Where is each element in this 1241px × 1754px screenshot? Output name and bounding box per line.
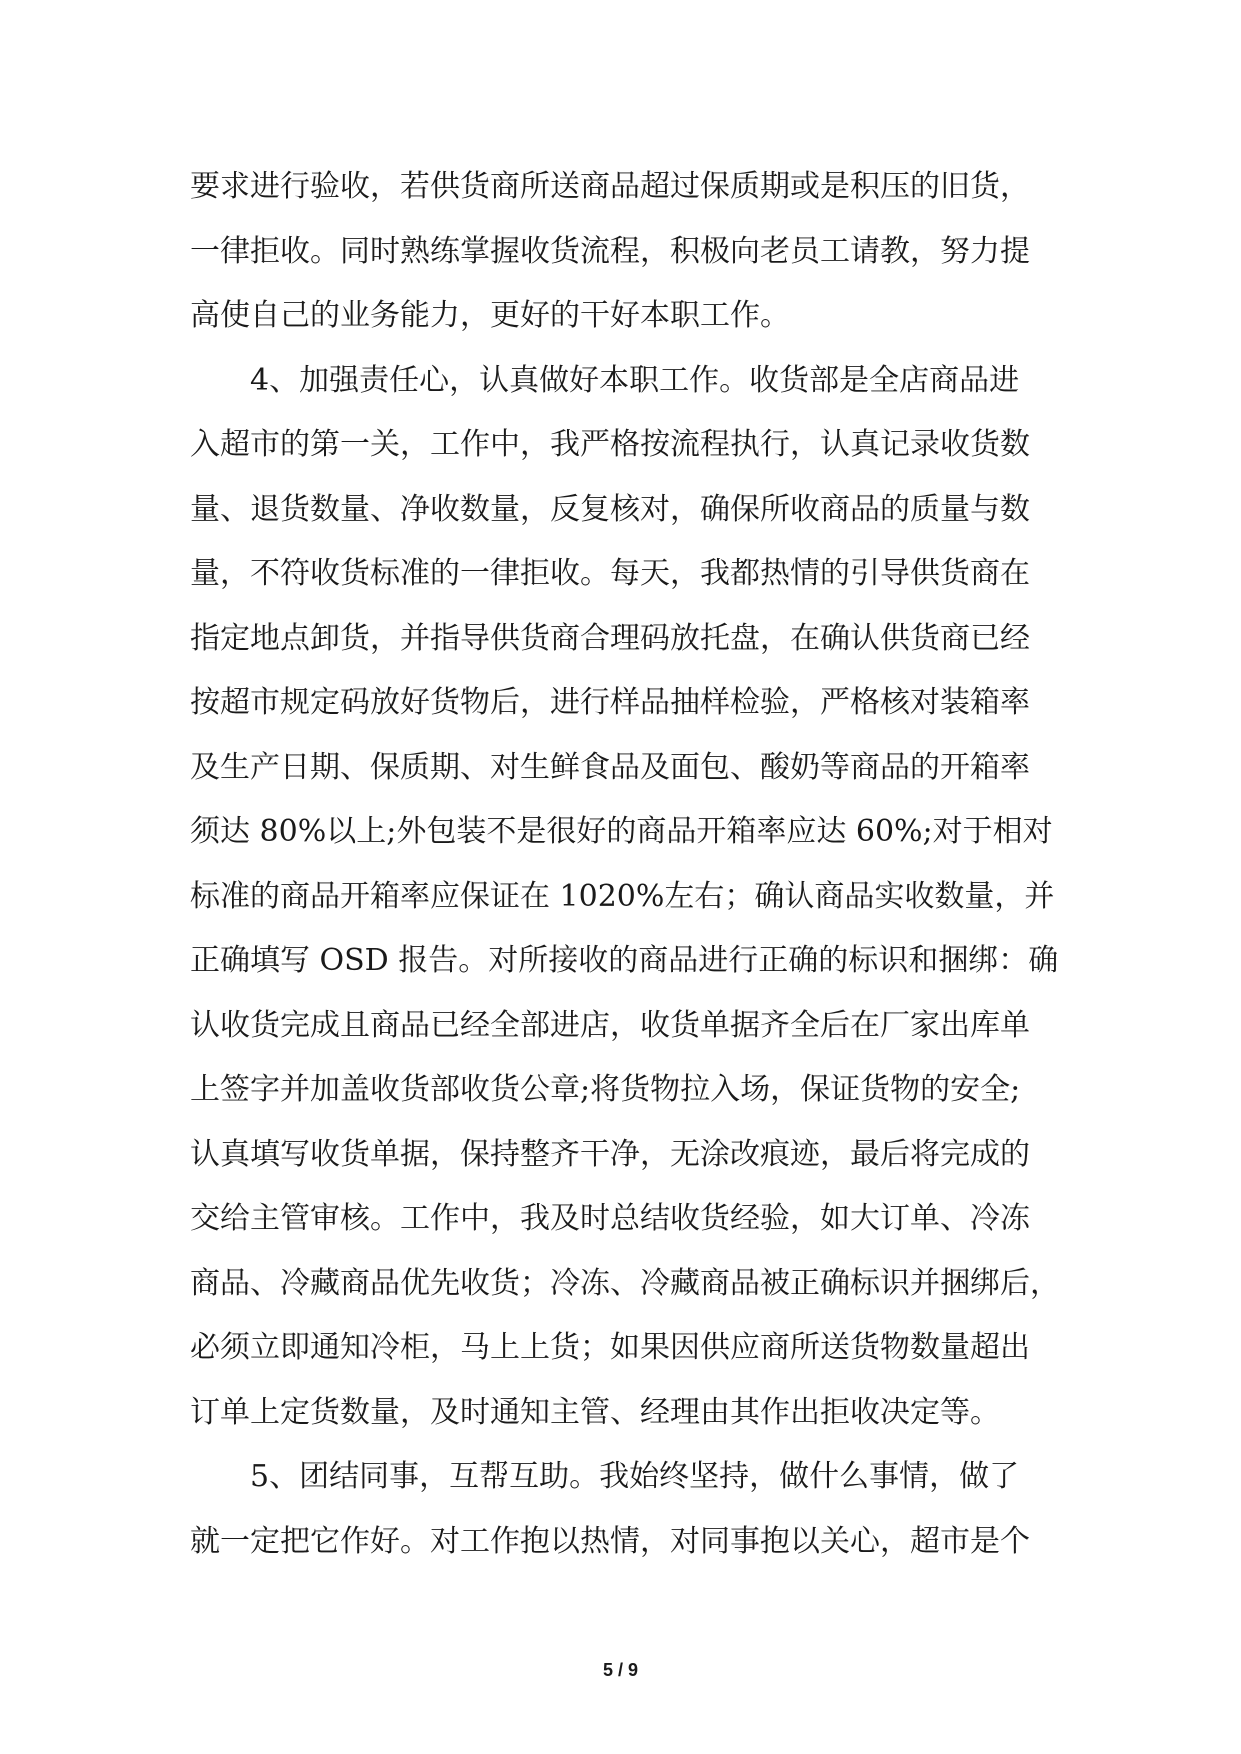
text-line: 标准的商品开箱率应保证在 1020%左右；确认商品实收数量，并 <box>190 878 1055 914</box>
text-line: 交给主管审核。工作中，我及时总结收货经验，如大订单、冷冻 <box>190 1201 1030 1236</box>
text-line: 要求进行验收，若供货商所送商品超过保质期或是积压的旧货， <box>190 169 1030 204</box>
text-line: 认收货完成且商品已经全部进店，收货单据齐全后在厂家出库单 <box>190 1007 1030 1043</box>
text-line: 订单上定货数量，及时通知主管、经理由其作出拒收决定等。 <box>190 1394 1000 1430</box>
text-line: 必须立即通知冷柜，马上上货；如果因供应商所送货物数量超出 <box>190 1330 1030 1365</box>
body-text <box>190 155 1060 1574</box>
text-line: 入超市的第一关，工作中，我严格按流程执行，认真记录收货数 <box>190 427 1030 462</box>
paragraph-start-line: 5、团结同事，互帮互助。我始终坚持，做什么事情，做了 <box>250 1459 1020 1494</box>
text-line: 及生产日期、保质期、对生鲜食品及面包、酸奶等商品的开箱率 <box>190 749 1030 785</box>
text-line: 商品、冷藏商品优先收货；冷冻、冷藏商品被正确标识并捆绑后， <box>190 1265 1060 1301</box>
page-number: 5 / 9 <box>602 1660 639 1680</box>
text-line: 一律拒收。同时熟练掌握收货流程，积极向老员工请教，努力提 <box>190 233 1030 269</box>
text-line: 上签字并加盖收货部收货公章;将货物拉入场，保证货物的安全; <box>190 1072 1021 1107</box>
text-line: 认真填写收货单据，保持整齐干净，无涂改痕迹，最后将完成的 <box>190 1136 1030 1172</box>
text-line: 指定地点卸货，并指导供货商合理码放托盘，在确认供货商已经 <box>190 620 1030 656</box>
text-line: 就一定把它作好。对工作抱以热情，对同事抱以关心，超市是个 <box>190 1523 1030 1559</box>
text-line: 须达 80%以上;外包装不是很好的商品开箱率应达 60%;对于相对 <box>190 814 1053 849</box>
text-line: 量，不符收货标准的一律拒收。每天，我都热情的引导供货商在 <box>190 556 1030 591</box>
text-line: 高使自己的业务能力，更好的干好本职工作。 <box>190 298 790 333</box>
text-line: 正确填写 OSD 报告。对所接收的商品进行正确的标识和捆绑：确 <box>190 943 1059 978</box>
text-line: 量、退货数量、净收数量，反复核对，确保所收商品的质量与数 <box>190 491 1030 527</box>
paragraph-start-line: 4、加强责任心，认真做好本职工作。收货部是全店商品进 <box>250 362 1020 398</box>
text-line: 按超市规定码放好货物后，进行样品抽样检验，严格核对装箱率 <box>190 685 1030 720</box>
